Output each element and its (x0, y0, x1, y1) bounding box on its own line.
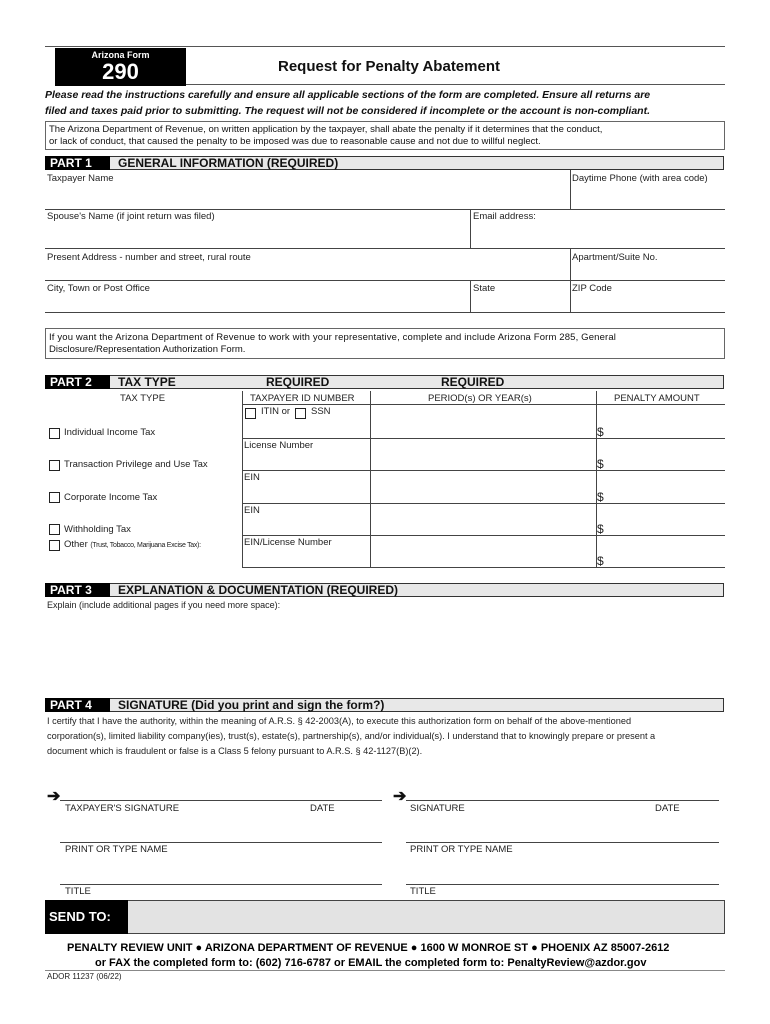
col-tax-type: TAX TYPE (120, 393, 166, 404)
part1-title: GENERAL INFORMATION (REQUIRED) (118, 156, 339, 170)
arrow-icon: ➔ (393, 788, 407, 805)
arrow-icon: ➔ (47, 788, 61, 805)
header-top-rule (45, 46, 725, 47)
daytime-phone-field[interactable] (572, 186, 724, 208)
taxpayer-signature-label: TAXPAYER'S SIGNATURE (65, 803, 180, 814)
tax-type-individual: Individual Income Tax (64, 427, 156, 438)
header-rule (242, 404, 725, 405)
divider (570, 280, 571, 312)
spouse-name-field[interactable] (46, 224, 468, 246)
intro-line-2: or lack of conduct, that caused the penalty to be imposed was due to reasonable cause and not due to willful neglect. (49, 136, 541, 147)
row-rule (242, 503, 725, 504)
daytime-phone-label: Daytime Phone (with area code) (572, 173, 708, 184)
dollar-sign: $ (597, 457, 604, 471)
license-number-label: License Number (244, 440, 314, 451)
signature-line (60, 800, 382, 801)
title-field-1[interactable] (62, 868, 380, 883)
individual-income-checkbox[interactable] (49, 428, 60, 439)
email-field[interactable] (472, 224, 724, 246)
tpt-checkbox[interactable] (49, 460, 60, 471)
send-to-address: PENALTY REVIEW UNIT ● ARIZONA DEPARTMENT OF REVENUE ● 1600 W MONROE ST ● PHOENIX AZ 85007-2612 (67, 942, 670, 954)
row-rule (242, 470, 725, 471)
form-label: Arizona Form (91, 50, 150, 60)
ssn-checkbox[interactable] (295, 408, 306, 419)
corporate-income-checkbox[interactable] (49, 492, 60, 503)
taxpayer-name-label: Taxpayer Name (47, 173, 114, 184)
itin-label: ITIN or (261, 406, 291, 417)
part2-required-period: REQUIRED (441, 375, 505, 389)
tax-type-corporate: Corporate Income Tax (64, 492, 158, 503)
footer-rule (45, 970, 725, 971)
state-label: State (473, 283, 496, 294)
divider (596, 391, 597, 568)
ein-label: EIN (244, 505, 260, 516)
part4-title: SIGNATURE (Did you print and sign the form?) (118, 698, 385, 712)
row-rule (45, 248, 725, 249)
other-checkbox[interactable] (49, 540, 60, 551)
taxpayer-name-field[interactable] (46, 186, 568, 208)
form-code: ADOR 11237 (06/22) (47, 972, 122, 981)
part2-label: PART 2 (45, 375, 110, 389)
rep-line-2: Disclosure/Representation Authorization Form. (49, 344, 246, 355)
part4-label: PART 4 (45, 698, 110, 712)
tax-type-other (64, 539, 201, 550)
part1-label: PART 1 (45, 156, 110, 170)
date-label-1: DATE (310, 803, 335, 814)
print-name-label-1: PRINT OR TYPE NAME (65, 844, 168, 855)
row-rule (242, 438, 725, 439)
signature-line (406, 842, 719, 843)
title-label-1: TITLE (65, 886, 91, 897)
intro-box (45, 121, 725, 150)
email-label: Email address: (473, 211, 536, 222)
divider (242, 391, 243, 568)
divider (570, 248, 571, 280)
signature-field[interactable] (408, 784, 717, 799)
penalty-amount-field[interactable] (606, 424, 724, 438)
form-title: Request for Penalty Abatement (278, 58, 500, 75)
dollar-sign: $ (597, 554, 604, 568)
zip-label: ZIP Code (572, 283, 612, 294)
ein-label: EIN (244, 472, 260, 483)
representative-box (45, 328, 725, 359)
tax-type-tpt: Transaction Privilege and Use Tax (64, 459, 208, 470)
state-field[interactable] (472, 295, 568, 310)
other-note: (Trust, Tobacco, Marijuana Excise Tax): (90, 542, 201, 549)
part2-required-id: REQUIRED (266, 375, 330, 389)
print-name-field-2[interactable] (408, 826, 717, 841)
print-name-field-1[interactable] (62, 826, 380, 841)
send-to-fax-email: or FAX the completed form to: (602) 716-6787 or EMAIL the completed form to: PenaltyReview@azdor.gov (95, 957, 647, 969)
signature-label: SIGNATURE (410, 803, 465, 814)
divider (570, 170, 571, 210)
address-label: Present Address - number and street, rural route (47, 252, 251, 263)
apt-label: Apartment/Suite No. (572, 252, 658, 263)
itin-checkbox[interactable] (245, 408, 256, 419)
instructions-line-2: filed and taxes paid prior to submitting. The request will not be considered if incomplete or the account is non-compliant. (45, 105, 650, 117)
signature-line (60, 884, 382, 885)
signature-line (406, 800, 719, 801)
dollar-sign: $ (597, 522, 604, 536)
apt-field[interactable] (572, 264, 724, 278)
header-bottom-rule (186, 84, 725, 85)
tax-type-withholding: Withholding Tax (64, 524, 131, 535)
form-number: 290 (102, 59, 139, 84)
zip-field[interactable] (572, 295, 724, 310)
certify-line-2: corporation(s), limited liability company(ies), trust(s), estate(s), partnership(s), and/or individual(s). I understand that to knowingly prepare or present a (47, 731, 656, 741)
ein-license-label: EIN/License Number (244, 537, 332, 548)
address-field[interactable] (46, 264, 568, 278)
city-field[interactable] (46, 295, 468, 310)
row-rule (45, 209, 725, 210)
col-taxpayer-id: TAXPAYER ID NUMBER (250, 393, 355, 404)
explanation-field[interactable] (46, 613, 724, 693)
part3-label: PART 3 (45, 583, 110, 597)
spouse-name-label: Spouse's Name (if joint return was filed) (47, 211, 215, 222)
title-field-2[interactable] (408, 868, 717, 883)
dollar-sign: $ (597, 490, 604, 504)
row-rule (45, 280, 725, 281)
signature-line (406, 884, 719, 885)
intro-line-1: The Arizona Department of Revenue, on written application by the taxpayer, shall abate the penalty if it determines that the conduct, (49, 124, 603, 135)
part2-title: TAX TYPE (118, 375, 176, 389)
send-to-box (45, 900, 725, 934)
send-to-label: SEND TO: (45, 900, 128, 934)
form-number-badge (55, 48, 186, 86)
row-rule (242, 567, 725, 568)
col-period: PERIOD(s) OR YEAR(s) (428, 393, 532, 404)
rep-line-1: If you want the Arizona Department of Revenue to work with your representative, complete and include Arizona Form 285, General (49, 332, 617, 343)
signature-line (60, 842, 382, 843)
withholding-checkbox[interactable] (49, 524, 60, 535)
date-label-2: DATE (655, 803, 680, 814)
divider (470, 209, 471, 249)
taxpayer-signature-field[interactable] (62, 784, 380, 799)
certify-line-3: document which is fraudulent or false is a Class 5 felony pursuant to A.R.S. § 42-1127(B)(2). (47, 746, 423, 756)
explain-label: Explain (include additional pages if you need more space): (47, 600, 281, 610)
print-name-label-2: PRINT OR TYPE NAME (410, 844, 513, 855)
divider (370, 391, 371, 568)
col-penalty: PENALTY AMOUNT (614, 393, 700, 404)
city-label: City, Town or Post Office (47, 283, 150, 294)
certify-line-1: I certify that I have the authority, within the meaning of A.R.S. § 42-2003(A), to execute this authorization form on behalf of the above-mentioned (47, 716, 632, 726)
divider (470, 280, 471, 312)
dollar-sign: $ (597, 425, 604, 439)
instructions-line-1: Please read the instructions carefully and ensure all applicable sections of the form are completed. Ensure all returns are (45, 89, 651, 101)
other-label: Other (64, 539, 88, 550)
row-rule (45, 312, 725, 313)
part3-title: EXPLANATION & DOCUMENTATION (REQUIRED) (118, 583, 398, 597)
title-label-2: TITLE (410, 886, 436, 897)
ssn-label: SSN (311, 406, 331, 417)
row-rule (242, 535, 725, 536)
